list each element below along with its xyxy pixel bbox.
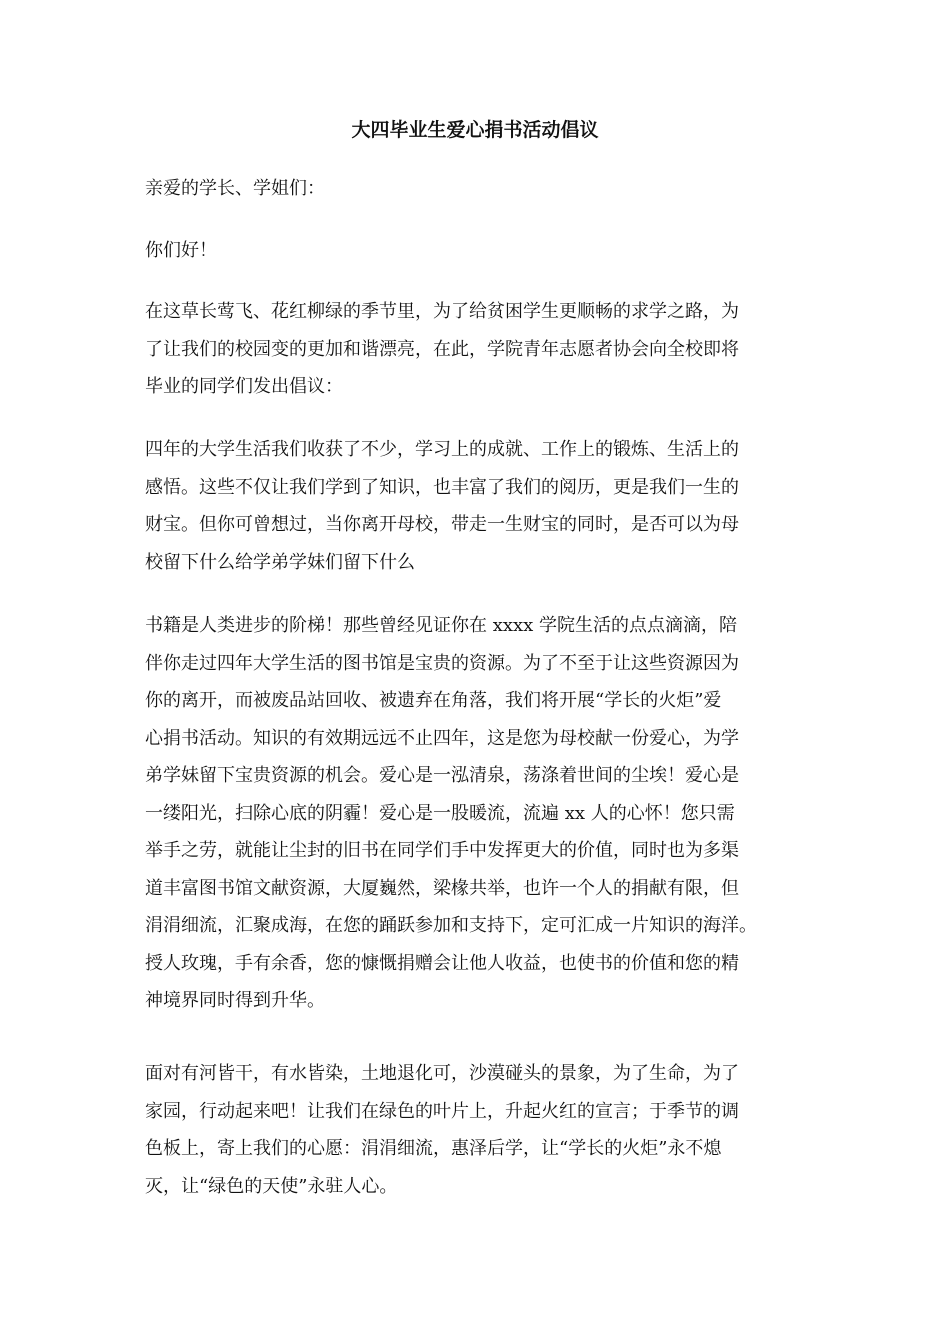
paragraph-line: 四年的大学生活我们收获了不少，学习上的成就、工作上的锻炼、生活上的 <box>145 439 739 460</box>
salutation <box>145 170 820 208</box>
paragraph-line: 道丰富图书馆文献资源，大厦巍然，梁椽共举，也许一个人的捐献有限，但 <box>145 877 739 899</box>
paragraph-line: 授人玫瑰，手有余香，您的慷慨捐赠会让他人收益，也使书的价值和您的精 <box>145 952 739 974</box>
paragraph-2 <box>145 431 820 581</box>
paragraph-line: 色板上，寄上我们的心愿：涓涓细流，惠泽后学，让“学长的火炬”永不熄 <box>145 1138 722 1159</box>
paragraph-line: 财宝。但你可曾想过，当你离开母校，带走一生财宝的同时，是否可以为母 <box>145 514 739 535</box>
paragraph-4 <box>145 1055 820 1205</box>
greeting <box>145 232 820 270</box>
paragraph-line: 一缕阳光，扫除心底的阴霾！爱心是一股暖流，流遍 xx 人的心怀！您只需 <box>145 802 735 824</box>
paragraph-line: 了让我们的校园变的更加和谐漂亮，在此，学院青年志愿者协会向全校即将 <box>145 338 739 360</box>
paragraph-line: 毕业的同学们发出倡议： <box>145 376 343 397</box>
paragraph-line: 灭，让“绿色的天使”永驻人心。 <box>145 1175 398 1197</box>
paragraph-line: 书籍是人类进步的阶梯！那些曾经见证你在 xxxx 学院生活的点点滴滴，陪 <box>145 615 738 636</box>
paragraph-line: 面对有河皆干，有水皆染，土地退化可，沙漠碰头的景象，为了生命，为了 <box>145 1063 739 1084</box>
paragraph-line: 家园，行动起来吧！让我们在绿色的叶片上，升起火红的宣言；于季节的调 <box>145 1100 739 1122</box>
paragraph-line: 你的离开，而被废品站回收、被遗弃在角落，我们将开展“学长的火炬”爱 <box>145 690 722 711</box>
paragraph-line: 举手之劳，就能让尘封的旧书在同学们手中发挥更大的价值，同时也为多渠 <box>145 840 739 861</box>
paragraph-line: 神境界同时得到升华。 <box>145 990 325 1011</box>
paragraph-line: 感悟。这些不仅让我们学到了知识，也丰富了我们的阅历，更是我们一生的 <box>145 476 739 498</box>
paragraph-line: 心捐书活动。知识的有效期远远不止四年，这是您为母校献一份爱心，为学 <box>145 727 739 749</box>
salutation-line: 亲爱的学长、学姐们： <box>145 178 325 199</box>
paragraph-line: 涓涓细流，汇聚成海，在您的踊跃参加和支持下，定可汇成一片知识的海洋。 <box>145 915 757 936</box>
paragraph-3 <box>145 607 820 1020</box>
paragraph-line: 校留下什么给学弟学妹们留下什么 <box>145 551 415 573</box>
paragraph-line: 弟学妹留下宝贵资源的机会。爱心是一泓清泉，荡涤着世间的尘埃！爱心是 <box>145 765 739 786</box>
document-title: 大四毕业生爱心捐书活动倡议 <box>351 119 599 141</box>
paragraph-line: 伴你走过四年大学生活的图书馆是宝贵的资源。为了不至于让这些资源因为 <box>145 652 739 674</box>
paragraph-line: 在这草长莺飞、花红柳绿的季节里，为了给贫困学生更顺畅的求学之路，为 <box>145 301 739 322</box>
greeting-line: 你们好！ <box>145 240 217 261</box>
paragraph-1 <box>145 293 820 406</box>
